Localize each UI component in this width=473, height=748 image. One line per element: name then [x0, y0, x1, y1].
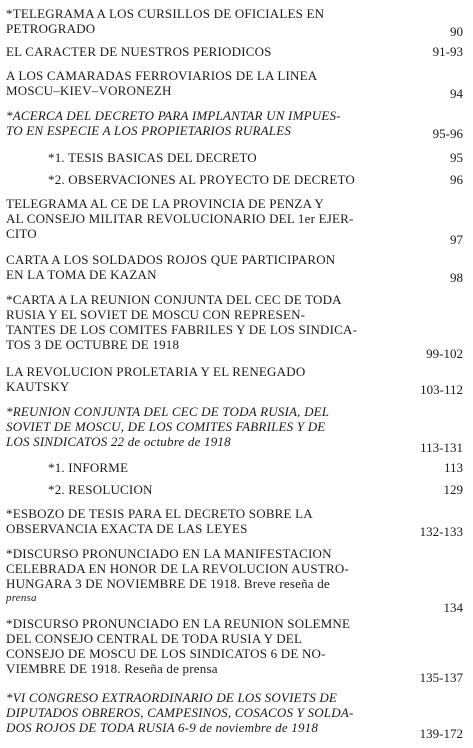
page-number: 98: [450, 270, 463, 285]
entry-line: *1. TESIS BASICAS DEL DECRETO: [48, 150, 257, 165]
entry-line: SOVIET DE MOSCU, DE LOS COMITES FABRILES Y DE: [6, 419, 326, 434]
entry-line: EN LA TOMA DE KAZAN: [6, 267, 157, 282]
entry-line: A LOS CAMARADAS FERROVIARIOS DE LA LINEA: [6, 68, 318, 83]
page-number: 99-102: [426, 346, 463, 361]
entry-title: [6, 108, 410, 138]
page-number: 113: [443, 460, 463, 475]
entry-line: KAUTSKY: [6, 379, 70, 394]
entry-title: [48, 460, 408, 475]
entry-line: MOSCU–KIEV–VORONEZH: [6, 83, 172, 98]
page-number: 90: [450, 24, 463, 39]
entry-line: HUNGARA 3 DE NOVIEMBRE DE 1918. Breve reseña de: [6, 576, 330, 591]
entry-title: [6, 616, 410, 676]
page-number: 103-112: [420, 382, 463, 397]
entry-line: *ACERCA DEL DECRETO PARA IMPLANTAR UN IMPUES-: [6, 108, 341, 123]
entry-line: CONSEJO DE MOSCU DE LOS SINDICATOS 6 DE NO-: [6, 646, 326, 661]
entry-line: TANTES DE LOS COMITES FABRILES Y DE LOS SINDICA-: [6, 322, 358, 337]
entry-line: prensa: [6, 592, 37, 604]
entry-title: [6, 252, 410, 282]
page-number: 132-133: [419, 524, 463, 539]
entry-title: [6, 364, 410, 394]
page-number: 95-96: [432, 126, 463, 141]
entry-line: RUSIA Y EL SOVIET DE MOSCU CON REPRESEN-: [6, 307, 306, 322]
entry-title: [6, 44, 410, 59]
entry-line: AL CONSEJO MILITAR REVOLUCIONARIO DEL 1er EJER-: [6, 211, 354, 226]
entry-line: *CARTA A LA REUNION CONJUNTA DEL CEC DE TODA: [6, 292, 342, 307]
entry-line: *2. RESOLUCION: [48, 482, 153, 497]
entry-line: LA REVOLUCION PROLETARIA Y EL RENEGADO: [6, 364, 306, 379]
entry-line: DOS ROJOS DE TODA RUSIA 6-9 de noviembre de 1918: [6, 720, 319, 735]
entry-line: CITO: [6, 226, 37, 241]
entry-line: TO EN ESPECIE A LOS PROPIETARIOS RURALES: [6, 123, 292, 138]
entry-line: LOS SINDICATOS 22 de octubre de 1918: [6, 434, 231, 449]
entry-line: PETROGRADO: [6, 21, 96, 36]
entry-line: VIEMBRE DE 1918. Reseña de prensa: [6, 661, 218, 676]
page-number: 139-172: [419, 726, 463, 741]
entry-line: DEL CONSEJO CENTRAL DE TODA RUSIA Y DEL: [6, 631, 303, 646]
page-number: 134: [443, 600, 463, 615]
entry-title: [6, 404, 410, 449]
entry-line: *1. INFORME: [48, 460, 129, 475]
entry-line: *DISCURSO PRONUNCIADO EN LA REUNION SOLEMNE: [6, 616, 351, 631]
page-number: 97: [450, 232, 463, 247]
entry-title: [6, 196, 410, 241]
entry-line: *2. OBSERVACIONES AL PROYECTO DE DECRETO: [48, 172, 355, 187]
entry-line: *REUNION CONJUNTA DEL CEC DE TODA RUSIA, DEL: [6, 404, 330, 419]
entry-title: [6, 690, 410, 735]
entry-line: *TELEGRAMA A LOS CURSILLOS DE OFICIALES EN: [6, 6, 325, 21]
entry-title: [48, 172, 408, 187]
entry-line: TELEGRAMA AL CE DE LA PROVINCIA DE PENZA Y: [6, 196, 324, 211]
page-number: 94: [450, 86, 463, 101]
page-number: 96: [450, 172, 463, 187]
entry-line: *DISCURSO PRONUNCIADO EN LA MANIFESTACION: [6, 546, 332, 561]
entry-line: CARTA A LOS SOLDADOS ROJOS QUE PARTICIPARON: [6, 252, 336, 267]
entry-title: [48, 150, 408, 165]
entry-line: *VI CONGRESO EXTRAORDINARIO DE LOS SOVIETS DE: [6, 690, 338, 705]
page-number: 91-93: [432, 44, 463, 59]
page-number: 129: [443, 482, 463, 497]
entry-line: DIPUTADOS OBREROS, CAMPESINOS, COSACOS Y SOLDA-: [6, 705, 354, 720]
page-number: 113-131: [420, 440, 463, 455]
entry-line: *ESBOZO DE TESIS PARA EL DECRETO SOBRE LA: [6, 506, 313, 521]
entry-title: [6, 506, 410, 536]
entry-line: EL CARACTER DE NUESTROS PERIODICOS: [6, 44, 272, 59]
entry-title: [6, 68, 410, 98]
entry-line: CELEBRADA EN HONOR DE LA REVOLUCION AUSTRO-: [6, 561, 349, 576]
entry-line: TOS 3 DE OCTUBRE DE 1918: [6, 337, 180, 352]
entry-line: OBSERVANCIA EXACTA DE LAS LEYES: [6, 521, 248, 536]
entry-title: [6, 6, 410, 36]
entry-title: [6, 292, 410, 352]
entry-title: [48, 482, 408, 497]
page-number: 95: [450, 150, 463, 165]
entry-title: [6, 546, 410, 606]
page-number: 135-137: [419, 670, 463, 685]
